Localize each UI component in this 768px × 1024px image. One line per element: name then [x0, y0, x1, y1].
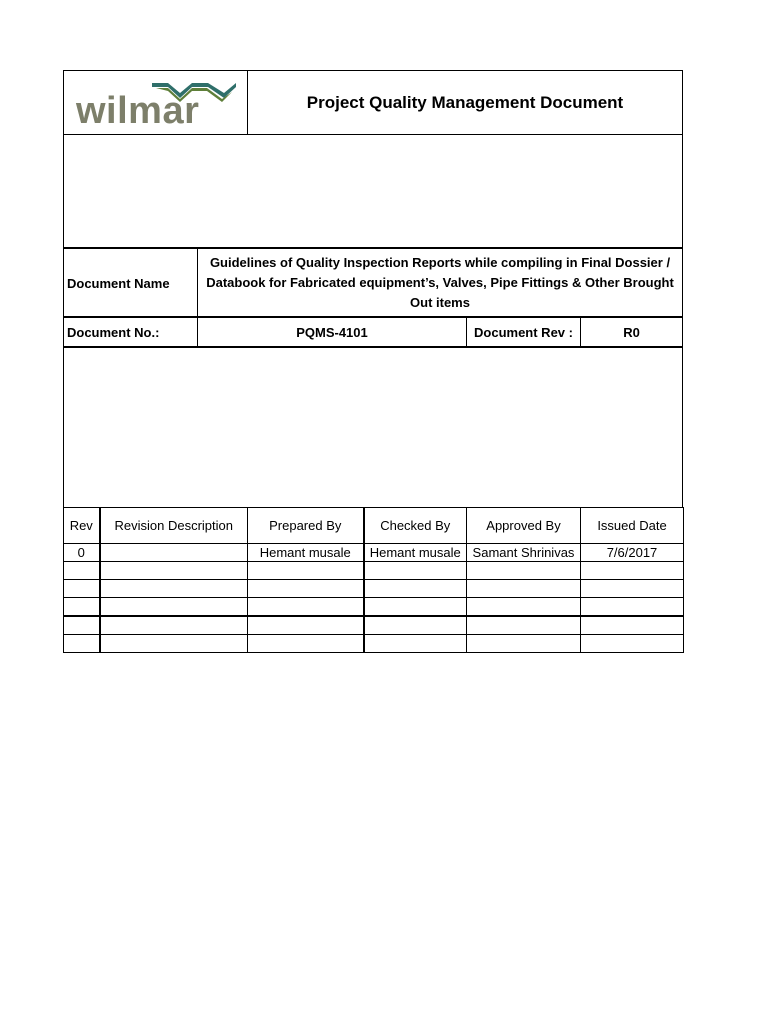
- document-name-label: Document Name: [64, 249, 198, 317]
- revision-description-cell: [100, 562, 248, 580]
- approved-by-cell: [467, 598, 581, 617]
- issued-date-cell: [581, 598, 684, 617]
- issued-date-cell: [581, 616, 684, 635]
- column-header-approved-by: Approved By: [467, 508, 581, 544]
- approved-by-cell: [467, 562, 581, 580]
- revision-description-cell: [100, 635, 248, 653]
- table-row: [64, 544, 684, 562]
- prepared-by-cell: Hemant musale: [248, 544, 364, 562]
- column-header-issued-date: Issued Date: [581, 508, 684, 544]
- prepared-by-cell: [248, 580, 364, 598]
- rev-cell: [64, 580, 100, 598]
- wilmar-logo: wilmar: [76, 90, 200, 132]
- checked-by-cell: [364, 562, 467, 580]
- approved-by-cell: [467, 635, 581, 653]
- rev-cell: 0: [64, 544, 100, 562]
- approved-by-cell: [467, 616, 581, 635]
- rev-cell: [64, 616, 100, 635]
- prepared-by-cell: [248, 635, 364, 653]
- document-rev-label: Document Rev :: [467, 318, 581, 347]
- rev-cell: [64, 598, 100, 617]
- checked-by-cell: [364, 580, 467, 598]
- table-row: [64, 635, 684, 653]
- revision-description-cell: [100, 616, 248, 635]
- checked-by-cell: [364, 598, 467, 617]
- table-row: [64, 616, 684, 635]
- revision-table-header-row: [64, 508, 684, 544]
- column-header-checked-by: Checked By: [364, 508, 467, 544]
- document-title: Project Quality Management Document: [306, 92, 624, 112]
- issued-date-cell: [581, 580, 684, 598]
- issued-date-cell: [581, 635, 684, 653]
- revision-description-cell: [100, 598, 248, 617]
- revision-description-cell: [100, 580, 248, 598]
- logo-cell: [64, 71, 248, 134]
- document-number-label: Document No.:: [64, 318, 198, 347]
- issued-date-cell: 7/6/2017: [581, 544, 684, 562]
- document-rev-value: R0: [623, 325, 640, 340]
- prepared-by-cell: [248, 562, 364, 580]
- blank-section-top: [63, 134, 683, 248]
- document-name-row: [63, 247, 683, 317]
- blank-section-middle: [63, 348, 683, 508]
- revision-table: [63, 507, 684, 653]
- table-row: [64, 562, 684, 580]
- document-number-value: PQMS-4101: [198, 318, 467, 347]
- approved-by-cell: [467, 580, 581, 598]
- column-header-revision-description: Revision Description: [100, 508, 248, 544]
- document-number-row: [63, 317, 683, 348]
- table-row: [64, 580, 684, 598]
- checked-by-cell: [364, 616, 467, 635]
- rev-cell: [64, 562, 100, 580]
- table-row: [64, 598, 684, 617]
- approved-by-cell: Samant Shrinivas: [467, 544, 581, 562]
- document-header: [63, 70, 683, 135]
- revision-description-cell: [100, 544, 248, 562]
- column-header-rev: Rev: [64, 508, 100, 544]
- checked-by-cell: Hemant musale: [364, 544, 467, 562]
- prepared-by-cell: [248, 598, 364, 617]
- rev-cell: [64, 635, 100, 653]
- issued-date-cell: [581, 562, 684, 580]
- prepared-by-cell: [248, 616, 364, 635]
- document-name-value: Guidelines of Quality Inspection Reports while compiling in Final Dossier / Databook for Fabricated equipment’s, Valves, Pipe Fittings & Other Brought Out items: [206, 255, 674, 310]
- column-header-prepared-by: Prepared By: [248, 508, 364, 544]
- checked-by-cell: [364, 635, 467, 653]
